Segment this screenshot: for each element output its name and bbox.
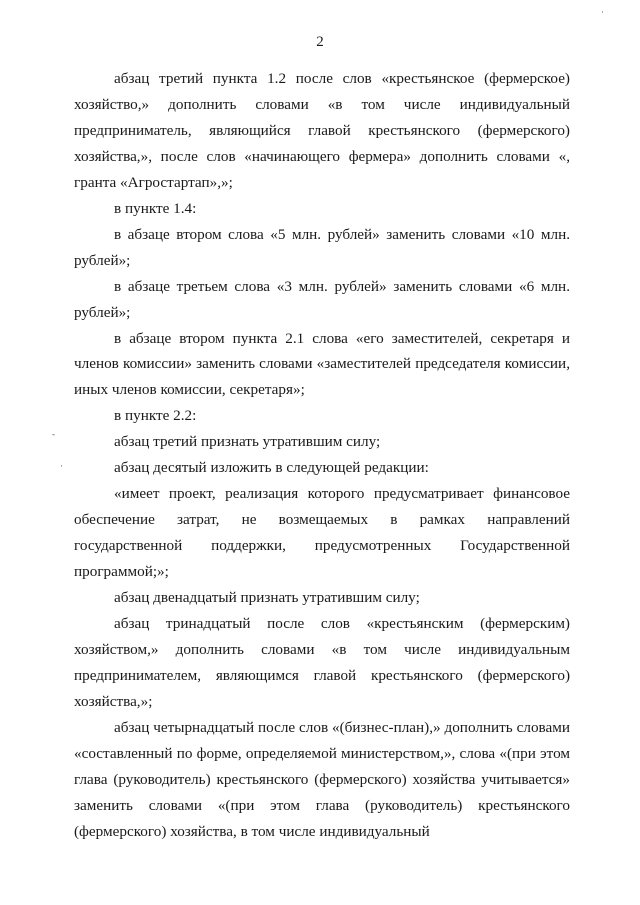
paragraph-item-1-4: в пункте 1.4:: [114, 199, 197, 217]
paragraph-2-2-fourteenth: абзац четырнадцатый после слов «(бизнес-план),» дополнить словами «составленный по форме, определяемой министерством,», слова «(при этом глава (руководитель) крестьянского (фермерского) хозяйства учитывается» заменить словами «(при этом глава (руководитель) крестьянского (фермерского) хозяйства, в том числе индивидуальный: [74, 718, 570, 840]
paragraph-2-2-tenth: абзац десятый изложить в следующей редакции:: [114, 459, 429, 477]
paragraph-1-4-third: в абзаце третьем слова «3 млн. рублей» заменить словами «6 млн. рублей»;: [74, 277, 570, 321]
page-number: 2: [316, 34, 324, 50]
paragraph-amend-2-1: в абзаце втором пункта 2.1 слова «его заместителей, секретаря и членов комиссии» заменить словами «заместителей председателя комиссии, иных членов комиссии, секретаря»;: [74, 329, 570, 399]
paragraph-2-2-tenth-text: «имеет проект, реализация которого предусматривает финансовое обеспечение затрат, не возмещаемых в рамках направлений государственной поддержки, предусмотренных Государственной программой;»;: [74, 485, 570, 581]
scan-dot-mark: ·: [601, 7, 604, 17]
paragraph-2-2-third: абзац третий признать утратившим силу;: [114, 433, 381, 451]
paragraph-amend-1-2: абзац третий пункта 1.2 после слов «крестьянское (фермерское) хозяйство,» дополнить словами «в том числе индивидуальный предприниматель, являющийся главой крестьянского (фермерского) хозяйства,», после слов «начинающего фермера» дополнить словами «, гранта «Агростартап»,»;: [74, 70, 570, 191]
paragraph-2-2-twelfth: абзац двенадцатый признать утратившим силу;: [114, 589, 420, 607]
document-body: [74, 66, 570, 845]
scan-margin-mark: ·: [60, 461, 63, 471]
paragraph-item-2-2: в пункте 2.2:: [114, 407, 197, 425]
paragraph-1-4-second: в абзаце втором слова «5 млн. рублей» заменить словами «10 млн. рублей»;: [74, 225, 570, 269]
scan-margin-mark: -: [52, 429, 55, 439]
paragraph-2-2-thirteenth: абзац тринадцатый после слов «крестьянским (фермерским) хозяйством,» дополнить словами «в том числе индивидуальным предпринимателем, являющимся главой крестьянского (фермерского) хозяйства,»;: [74, 615, 570, 710]
